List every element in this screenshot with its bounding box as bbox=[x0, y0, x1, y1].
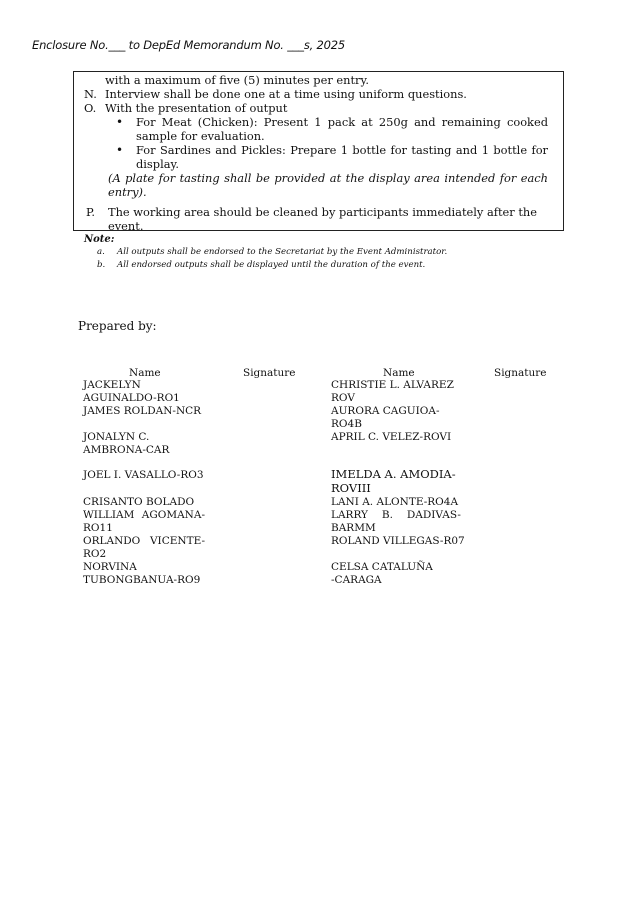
note-label: Note: bbox=[84, 234, 115, 245]
signatory-left-1: JACKELYN AGUINALDO-RO1 bbox=[83, 379, 180, 404]
item-p-marker: P. bbox=[86, 205, 95, 219]
item-p-line1: The working area should be cleaned by participants immediately after the bbox=[108, 205, 538, 219]
note-b-marker: b. bbox=[97, 260, 106, 270]
enclosure-header: Enclosure No.___ to DepEd Memorandum No. ___s, 2025 bbox=[32, 38, 346, 52]
note-b-text: All endorsed outputs shall be displayed until the duration of the event. bbox=[117, 260, 426, 270]
item-o-text: With the presentation of output bbox=[105, 101, 288, 115]
signatory-left-2: JAMES ROLDAN-NCR bbox=[83, 405, 202, 417]
signatory-right-4: IMELDA A. AMODIA- ROVIII bbox=[331, 467, 456, 495]
item-n-text: Interview shall be done one at a time using uniform questions. bbox=[105, 87, 467, 101]
guidelines-box bbox=[73, 71, 564, 231]
bullet-icon: • bbox=[116, 115, 124, 129]
bullet-meat-line2: sample for evaluation. bbox=[136, 129, 265, 143]
signature-header-right: Signature bbox=[494, 367, 547, 379]
bullet-sardines-line1: For Sardines and Pickles: Prepare 1 bottle for tasting and 1 bottle for bbox=[136, 143, 548, 157]
bullet-sardines-line2: display. bbox=[136, 157, 180, 171]
signatory-left-8: NORVINA TUBONGBANUA-RO9 bbox=[83, 561, 201, 586]
signatory-right-7: ROLAND VILLEGAS-R07 bbox=[331, 535, 465, 547]
plate-note-line1: (A plate for tasting shall be provided at the display area intended for each bbox=[108, 171, 548, 185]
signatory-right-6: LARRY B. DADIVAS- BARMM bbox=[331, 509, 461, 534]
note-a-text: All outputs shall be endorsed to the Secretariat by the Event Administrator. bbox=[117, 247, 448, 257]
signatory-right-5: LANI A. ALONTE-RO4A bbox=[331, 496, 459, 508]
signatory-right-3: APRIL C. VELEZ-ROVI bbox=[331, 431, 452, 443]
name-header-left: Name bbox=[129, 367, 161, 379]
prepared-by-label: Prepared by: bbox=[78, 319, 157, 333]
bullet-meat-line1: For Meat (Chicken): Present 1 pack at 250g and remaining cooked bbox=[136, 115, 548, 129]
item-p-line2: event. bbox=[108, 219, 144, 233]
signature-header-left: Signature bbox=[243, 367, 296, 379]
signatory-left-5: CRISANTO BOLADO bbox=[83, 496, 195, 508]
item-n-marker: N. bbox=[84, 87, 97, 101]
signatory-left-4: JOEL I. VASALLO-RO3 bbox=[83, 469, 204, 481]
signatory-right-8: CELSA CATALUÑA -CARAGA bbox=[331, 561, 433, 586]
plate-note-line2: entry). bbox=[108, 185, 147, 199]
signatory-left-7: ORLANDO VICENTE- RO2 bbox=[83, 535, 205, 560]
item-o-marker: O. bbox=[84, 101, 97, 115]
bullet-icon: • bbox=[116, 143, 124, 157]
signatory-right-1: CHRISTIE L. ALVAREZ ROV bbox=[331, 379, 454, 404]
signatory-left-3: JONALYN C. AMBRONA-CAR bbox=[83, 431, 170, 456]
signatory-left-6: WILLIAM AGOMANA- RO11 bbox=[83, 509, 205, 534]
name-header-right: Name bbox=[383, 367, 415, 379]
continued-line: with a maximum of five (5) minutes per entry. bbox=[105, 73, 370, 87]
note-a-marker: a. bbox=[97, 247, 105, 257]
signatory-right-2: AURORA CAGUIOA- RO4B bbox=[331, 405, 440, 430]
